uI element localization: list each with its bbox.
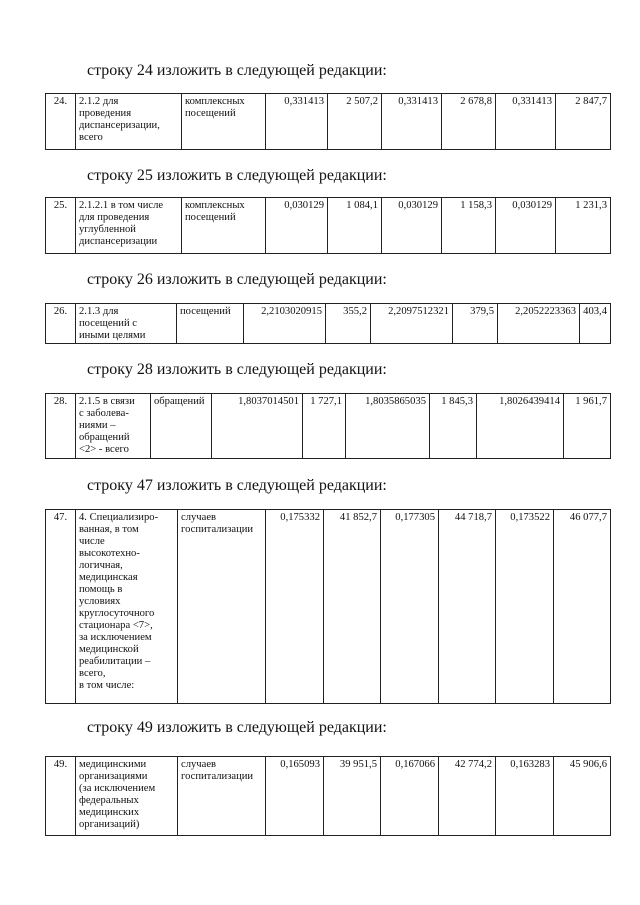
value-cell: 0,175332 — [266, 510, 324, 704]
value-cell: 2,2052223363 — [498, 304, 580, 344]
heading-row-47: строку 47 изложить в следующей редакции: — [87, 477, 387, 494]
value-cell: 1 084,1 — [328, 198, 382, 254]
value-cell: 0,030129 — [266, 198, 328, 254]
value-cell: 1,8037014501 — [212, 394, 303, 459]
value-cell: 41 852,7 — [324, 510, 381, 704]
row-number: 28. — [46, 394, 76, 459]
value-cell: 0,173522 — [496, 510, 554, 704]
heading-row-28: строку 28 изложить в следующей редакции: — [87, 361, 387, 378]
value-cell: 44 718,7 — [439, 510, 496, 704]
row-unit: комплексных посещений — [182, 198, 266, 254]
row-number: 26. — [46, 304, 76, 344]
value-cell: 1 961,7 — [564, 394, 611, 459]
value-cell: 2 847,7 — [556, 94, 611, 150]
table-row-47 — [45, 509, 611, 704]
row-unit: обращений — [151, 394, 212, 459]
value-cell: 1 231,3 — [556, 198, 611, 254]
value-cell: 379,5 — [453, 304, 498, 344]
value-cell: 39 951,5 — [324, 757, 381, 836]
heading-row-49: строку 49 изложить в следующей редакции: — [87, 719, 387, 736]
row-number: 25. — [46, 198, 76, 254]
value-cell: 0,331413 — [382, 94, 442, 150]
value-cell: 2 678,8 — [442, 94, 496, 150]
row-name: 4. Специализиро- ванная, в том числе высокотехно- логичная, медицинская помощь в условиях круглосуточного стационара <7>, за исключением медицинской реабилитации – всего, в том числе: — [76, 510, 178, 704]
value-cell: 0,167066 — [381, 757, 439, 836]
value-cell: 0,331413 — [266, 94, 328, 150]
heading-row-26: строку 26 изложить в следующей редакции: — [87, 271, 387, 288]
value-cell: 1,8026439414 — [477, 394, 564, 459]
row-unit: случаев госпитализации — [178, 510, 266, 704]
row-unit: случаев госпитализации — [178, 757, 266, 836]
row-name: 2.1.5 в связи с заболева- ниями – обращений <2> - всего — [76, 394, 151, 459]
value-cell: 1,8035865035 — [346, 394, 430, 459]
value-cell: 42 774,2 — [439, 757, 496, 836]
table-row-25 — [45, 197, 611, 254]
row-name: медицинскими организациями (за исключением федеральных медицинских организаций) — [76, 757, 178, 836]
table-row-49 — [45, 756, 611, 836]
row-number: 24. — [46, 94, 76, 150]
value-cell: 0,030129 — [496, 198, 556, 254]
value-cell: 2,2103020915 — [244, 304, 326, 344]
row-number: 47. — [46, 510, 76, 704]
value-cell: 2,2097512321 — [371, 304, 453, 344]
row-unit: посещений — [177, 304, 244, 344]
value-cell: 45 906,6 — [554, 757, 611, 836]
heading-row-24: строку 24 изложить в следующей редакции: — [87, 62, 387, 79]
table-row-26 — [45, 303, 611, 344]
row-name: 2.1.2 для проведения диспансеризации, всего — [76, 94, 182, 150]
value-cell: 0,030129 — [382, 198, 442, 254]
value-cell: 1 727,1 — [303, 394, 346, 459]
value-cell: 46 077,7 — [554, 510, 611, 704]
value-cell: 0,163283 — [496, 757, 554, 836]
row-unit: комплексных посещений — [182, 94, 266, 150]
value-cell: 0,177305 — [381, 510, 439, 704]
row-number: 49. — [46, 757, 76, 836]
value-cell: 1 158,3 — [442, 198, 496, 254]
value-cell: 0,331413 — [496, 94, 556, 150]
table-row-28 — [45, 393, 611, 459]
table-row-24 — [45, 93, 611, 150]
value-cell: 355,2 — [326, 304, 371, 344]
row-name: 2.1.2.1 в том числе для проведения углубленной диспансеризации — [76, 198, 182, 254]
value-cell: 1 845,3 — [430, 394, 477, 459]
value-cell: 0,165093 — [266, 757, 324, 836]
value-cell: 2 507,2 — [328, 94, 382, 150]
value-cell: 403,4 — [580, 304, 611, 344]
row-name: 2.1.3 для посещений с иными целями — [76, 304, 177, 344]
heading-row-25: строку 25 изложить в следующей редакции: — [87, 167, 387, 184]
